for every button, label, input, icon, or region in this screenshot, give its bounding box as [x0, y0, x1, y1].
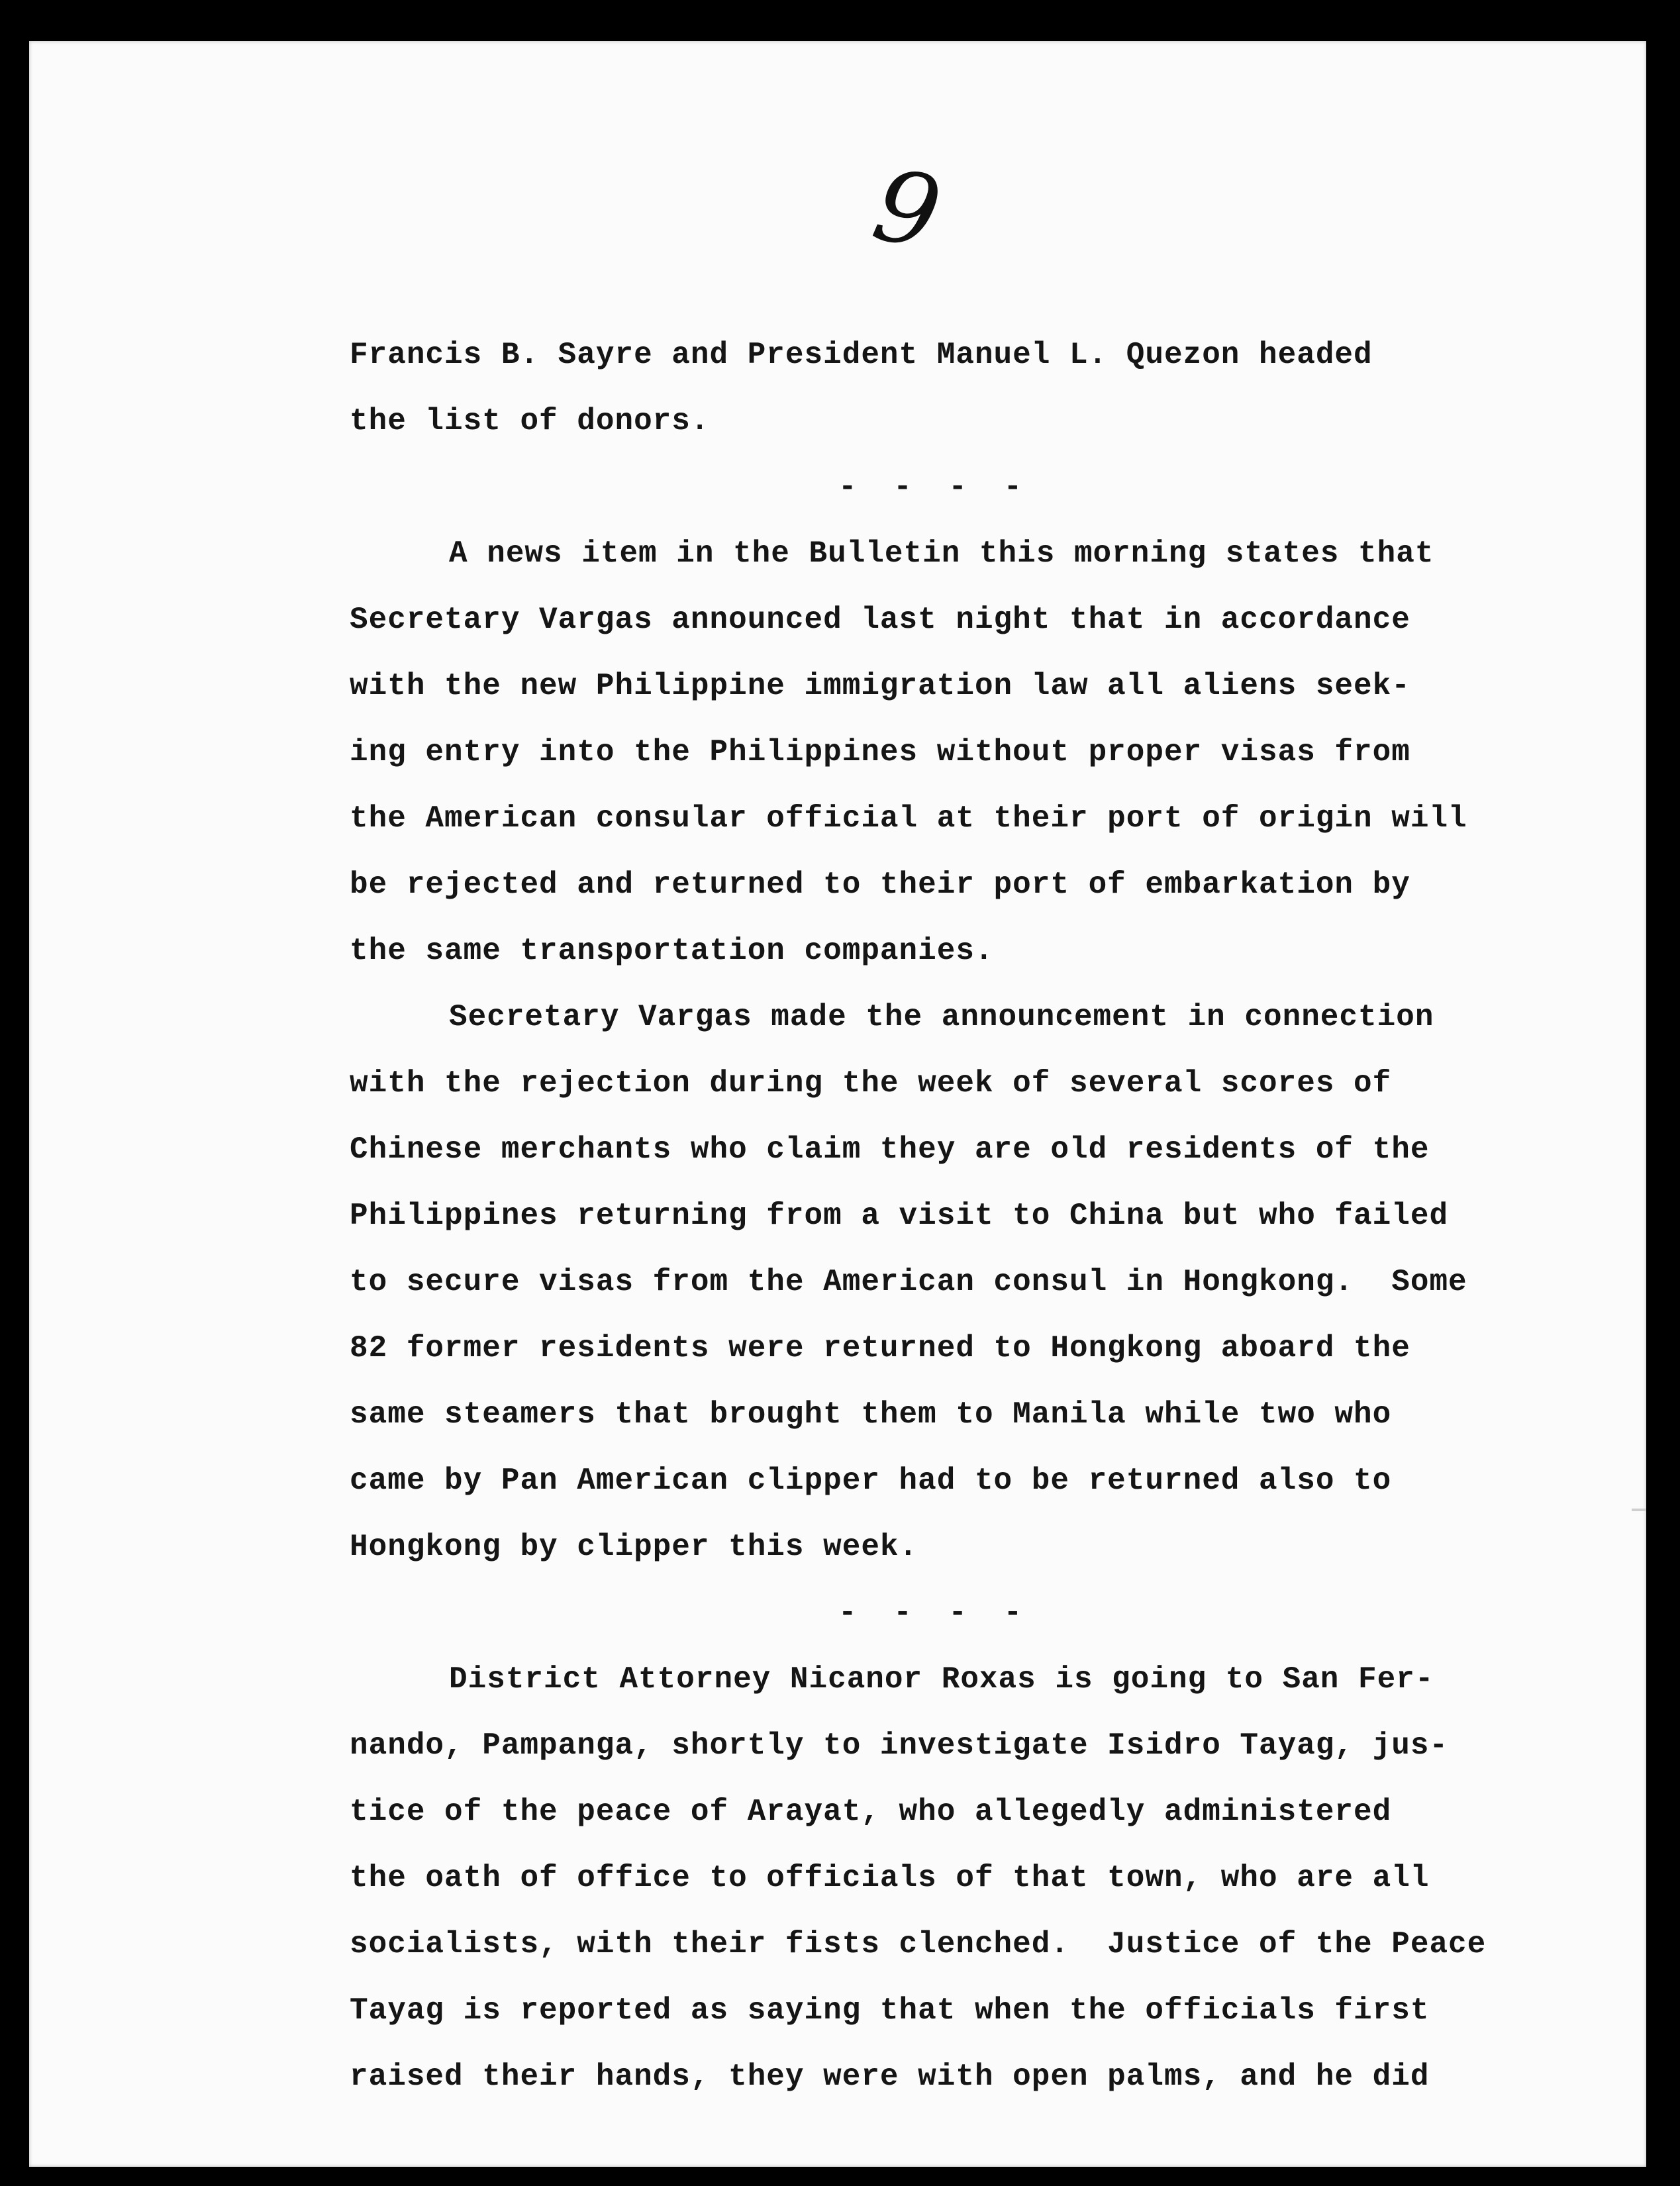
text-line: Chinese merchants who claim they are old residents of the: [350, 1132, 1430, 1167]
section-separator: - - - -: [838, 1596, 1032, 1630]
text-line: 82 former residents were returned to Hongkong aboard the: [350, 1331, 1410, 1366]
paragraph-start-line: District Attorney Nicanor Roxas is going to San Fer-: [449, 1662, 1434, 1697]
text-line: tice of the peace of Arayat, who allegedly administered: [350, 1795, 1392, 1829]
text-line: socialists, with their fists clenched. Justice of the Peace: [350, 1927, 1487, 1962]
text-line: with the rejection during the week of several scores of: [350, 1066, 1392, 1101]
text-line: the same transportation companies.: [350, 934, 994, 968]
text-line: Tayag is reported as saying that when the officials first: [350, 1993, 1430, 2028]
text-line: the list of donors.: [350, 404, 710, 438]
paragraph-start-line: A news item in the Bulletin this morning states that: [449, 536, 1434, 571]
edge-mark: [1632, 1509, 1646, 1511]
document-page: [29, 41, 1646, 2167]
text-line: raised their hands, they were with open palms, and he did: [350, 2060, 1430, 2094]
paragraph-start-line: Secretary Vargas made the announcement in connection: [449, 1000, 1434, 1034]
text-line: Francis B. Sayre and President Manuel L. Quezon headed: [350, 338, 1373, 372]
text-line: nando, Pampanga, shortly to investigate Isidro Tayag, jus-: [350, 1728, 1449, 1763]
section-separator: - - - -: [838, 470, 1032, 505]
text-line: Hongkong by clipper this week.: [350, 1530, 918, 1564]
text-line: to secure visas from the American consul in Hongkong. Some: [350, 1265, 1467, 1299]
text-line: Philippines returning from a visit to China but who failed: [350, 1199, 1449, 1233]
text-line: Secretary Vargas announced last night that in accordance: [350, 603, 1410, 637]
text-line: be rejected and returned to their port of embarkation by: [350, 868, 1410, 902]
text-line: with the new Philippine immigration law all aliens seek-: [350, 669, 1410, 703]
text-line: came by Pan American clipper had to be returned also to: [350, 1464, 1392, 1498]
text-line: same steamers that brought them to Manila while two who: [350, 1397, 1392, 1432]
text-line: the American consular official at their port of origin will: [350, 801, 1467, 836]
text-line: the oath of office to officials of that town, who are all: [350, 1861, 1430, 1895]
page-number: 9: [864, 146, 950, 273]
text-line: ing entry into the Philippines without proper visas from: [350, 735, 1410, 770]
document-body: [350, 322, 1648, 2110]
